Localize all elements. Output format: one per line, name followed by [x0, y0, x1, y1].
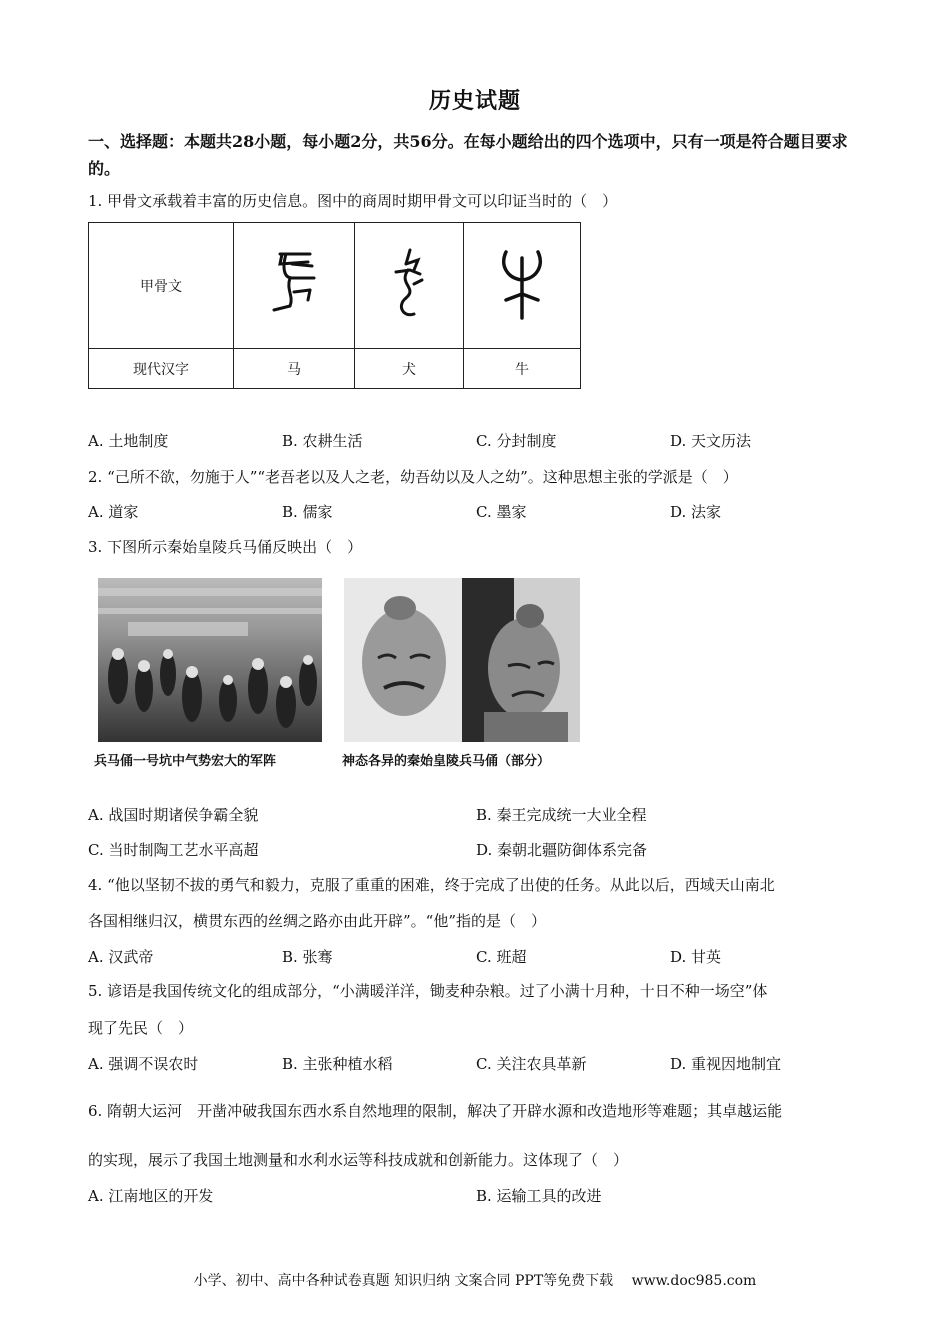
option-c[interactable]: C. 关注农具革新 — [476, 1055, 587, 1073]
section-heading: 一、选择题：本题共28小题，每小题2分，共56分。在每小题给出的四个选项中，只有一项是符合题目要求的。 — [88, 132, 848, 178]
question-2-stem: 2. “己所不欲，勿施于人”“老吾老以及人之老，幼吾幼以及人之幼”。这种思想主张的学派是（ ） — [88, 468, 738, 486]
question-5-stem-cont: 现了先民（ ） — [88, 1019, 194, 1037]
terracotta-faces-photo — [344, 578, 580, 746]
photo-caption: 神态各异的秦始皇陵兵马俑（部分） — [342, 754, 551, 769]
oracle-glyph-ox — [464, 223, 581, 349]
modern-char: 马 — [234, 349, 355, 389]
option-a[interactable]: A. 土地制度 — [88, 432, 169, 450]
option-c[interactable]: C. 当时制陶工艺水平高超 — [88, 841, 259, 859]
modern-char: 犬 — [355, 349, 464, 389]
option-a[interactable]: A. 战国时期诸侯争霸全貌 — [88, 806, 259, 824]
oracle-bone-table — [88, 222, 581, 389]
option-c[interactable]: C. 班超 — [476, 948, 527, 966]
table-row-label: 甲骨文 — [89, 223, 234, 349]
option-a[interactable]: A. 强调不误农时 — [88, 1055, 199, 1073]
option-c[interactable]: C. 分封制度 — [476, 432, 557, 450]
question-3-stem: 3. 下图所示秦始皇陵兵马俑反映出（ ） — [88, 538, 363, 556]
table-row-label: 现代汉字 — [89, 349, 234, 389]
option-a[interactable]: A. 汉武帝 — [88, 948, 154, 966]
oracle-glyph-dog — [355, 223, 464, 349]
question-5-stem: 5. 谚语是我国传统文化的组成部分，“小满暖洋洋，锄麦种杂粮。过了小满十月种，十日不种一场空”体 — [88, 982, 768, 1000]
option-d[interactable]: D. 天文历法 — [670, 432, 752, 450]
page-footer: 小学、初中、高中各种试卷真题 知识归纳 文案合同 PPT等免费下载 www.doc985.com — [193, 1273, 757, 1289]
option-b[interactable]: B. 张骞 — [282, 948, 333, 966]
option-b[interactable]: B. 秦王完成统一大业全程 — [476, 806, 647, 824]
modern-char: 牛 — [464, 349, 581, 389]
option-d[interactable]: D. 甘英 — [670, 948, 722, 966]
question-1-stem: 1. 甲骨文承载着丰富的历史信息。图中的商周时期甲骨文可以印证当时的（ ） — [88, 192, 618, 210]
option-c[interactable]: C. 墨家 — [476, 503, 527, 521]
question-4-stem-cont: 各国相继归汉，横贯东西的丝绸之路亦由此开辟”。“他”指的是（ ） — [88, 912, 547, 930]
option-b[interactable]: B. 儒家 — [282, 503, 333, 521]
option-d[interactable]: D. 法家 — [670, 503, 722, 521]
page-title: 历史试题 — [428, 88, 521, 114]
question-4-stem: 4. “他以坚韧不拔的勇气和毅力，克服了重重的困难，终于完成了出使的任务。从此以后，西域天山南北 — [88, 876, 775, 894]
terracotta-army-photo — [98, 578, 322, 746]
oracle-glyph-horse — [234, 223, 355, 349]
question-6-stem: 6. 隋朝大运河 开凿冲破我国东西水系自然地理的限制，解决了开辟水源和改造地形等难题；其卓越运能 — [88, 1102, 783, 1120]
question-6-stem-cont: 的实现，展示了我国土地测量和水利水运等科技成就和创新能力。这体现了（ ） — [88, 1151, 629, 1169]
option-d[interactable]: D. 秦朝北疆防御体系完备 — [476, 841, 648, 859]
option-b[interactable]: B. 农耕生活 — [282, 432, 363, 450]
option-b[interactable]: B. 运输工具的改进 — [476, 1187, 602, 1205]
option-b[interactable]: B. 主张种植水稻 — [282, 1055, 393, 1073]
option-d[interactable]: D. 重视因地制宜 — [670, 1055, 782, 1073]
photo-caption: 兵马俑一号坑中气势宏大的军阵 — [94, 754, 277, 769]
option-a[interactable]: A. 江南地区的开发 — [88, 1187, 214, 1205]
option-a[interactable]: A. 道家 — [88, 503, 139, 521]
